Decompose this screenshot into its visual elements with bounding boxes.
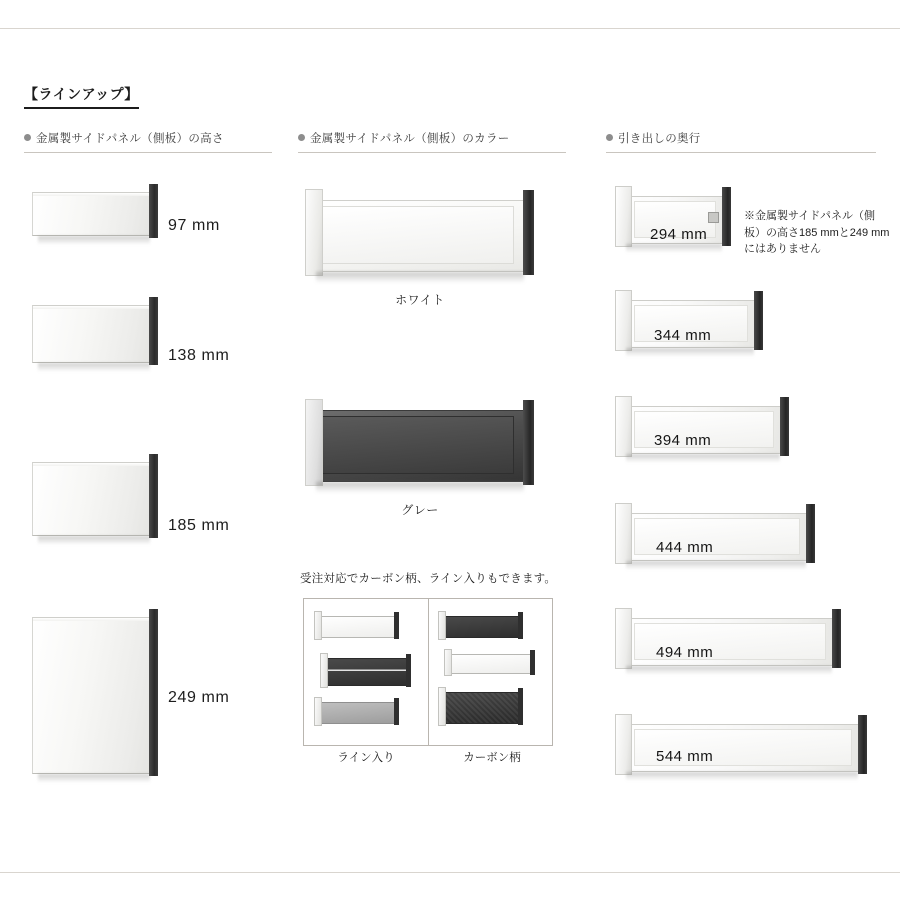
option-label-line: ライン入り [337, 752, 395, 764]
panel-height-illustration-249 [32, 617, 158, 774]
panel-shadow [626, 454, 780, 463]
panel-shadow [626, 244, 722, 253]
bullet-icon [298, 134, 305, 141]
panel-rail [523, 190, 534, 275]
panel-inner [322, 206, 514, 264]
panel-body [446, 654, 534, 674]
panel-shadow [626, 561, 806, 570]
panel-front [615, 186, 632, 247]
panel-height-illustration-185 [32, 462, 158, 536]
panel-rail [149, 454, 158, 538]
panel-shadow [38, 363, 150, 372]
panel-shadow [626, 348, 754, 357]
panel-height-label-249: 249 mm [168, 689, 230, 706]
panel-color-illustration-white [308, 200, 534, 272]
depth-note: ※金属製サイドパネル（側板）の高さ185 mmと249 mmにはありません [744, 210, 890, 255]
panel-top-edge [33, 618, 158, 621]
panel-front [444, 649, 452, 676]
panel-front [305, 399, 323, 486]
depth-illustration-494 [618, 618, 840, 666]
panel-top-edge [33, 306, 158, 309]
depth-label-294: 294 mm [650, 226, 708, 243]
column-heading-height [24, 130, 272, 153]
panel-front [438, 611, 446, 640]
column-heading-height-label: 金属製サイドパネル（側板）の高さ [36, 133, 224, 145]
panel-body [316, 702, 398, 724]
panel-body [32, 462, 158, 536]
column-heading-color [298, 130, 566, 153]
panel-front [615, 290, 632, 351]
panel-rail [523, 400, 534, 485]
panel-front [615, 714, 632, 775]
option-label-carbon: カーボン柄 [463, 752, 521, 764]
panel-rail [406, 654, 411, 687]
panel-inner [322, 416, 514, 474]
panel-shadow [316, 482, 524, 493]
panel-height-label-138: 138 mm [168, 347, 230, 364]
panel-shadow [626, 666, 832, 675]
panel-front [314, 611, 322, 640]
panel-rail [394, 698, 399, 725]
panel-rail [149, 609, 158, 776]
panel-height-label-97: 97 mm [168, 217, 220, 234]
panel-rail [394, 612, 399, 639]
panel-shadow [316, 272, 524, 283]
panel-rail [780, 397, 789, 456]
panel-shadow [38, 536, 150, 545]
column-heading-color-label: 金属製サイドパネル（側板）のカラー [310, 133, 510, 145]
option-mini-drawer-top-right [440, 616, 522, 638]
page-title: 【ラインアップ】 [24, 84, 139, 109]
column-heading-depth [606, 130, 876, 153]
panel-front [314, 697, 322, 726]
depth-label-394: 394 mm [654, 432, 712, 449]
panel-front [615, 608, 632, 669]
panel-body [32, 305, 158, 363]
panel-color-illustration-gray [308, 410, 534, 482]
panel-body [440, 616, 522, 638]
panel-height-illustration-97 [32, 192, 158, 236]
panel-rail [722, 187, 731, 246]
panel-body [440, 692, 522, 724]
panel-color-label-white: ホワイト [395, 293, 445, 307]
column-heading-depth-label: 引き出しの奥行 [618, 133, 701, 145]
panel-front [305, 189, 323, 276]
panel-front [320, 653, 328, 688]
panel-rail [149, 184, 158, 238]
option-mini-drawer-bottom-left [316, 702, 398, 724]
panel-rail [806, 504, 815, 563]
depth-label-444: 444 mm [656, 539, 714, 556]
panel-shadow [626, 772, 858, 781]
panel-height-label-185: 185 mm [168, 517, 230, 534]
bullet-icon [606, 134, 613, 141]
option-mini-drawer-mid-left [322, 658, 410, 686]
panel-rail [149, 297, 158, 365]
panel-front [615, 503, 632, 564]
panel-rail [754, 291, 763, 350]
panel-shadow [38, 236, 150, 245]
panel-body [32, 192, 158, 236]
panel-body [316, 616, 398, 638]
panel-shadow [38, 774, 150, 783]
panel-top-edge [33, 193, 158, 196]
panel-front [438, 687, 446, 726]
depth-swatch-mark [708, 212, 719, 223]
option-mini-drawer-bottom-right [440, 692, 522, 724]
panel-top-edge [33, 463, 158, 466]
depth-label-494: 494 mm [656, 644, 714, 661]
depth-label-344: 344 mm [654, 327, 712, 344]
panel-front [615, 396, 632, 457]
depth-label-544: 544 mm [656, 748, 714, 765]
panel-body [32, 617, 158, 774]
panel-rail [518, 688, 523, 725]
bottom-divider [0, 872, 900, 873]
option-box-divider [428, 598, 429, 746]
panel-rail [832, 609, 841, 668]
panel-color-label-gray: グレー [401, 503, 439, 517]
option-note: 受注対応でカーボン柄、ライン入りもできます。 [300, 573, 557, 585]
panel-rail [518, 612, 523, 639]
top-divider [0, 28, 900, 29]
panel-rail [530, 650, 535, 675]
option-mini-drawer-mid-right [446, 654, 534, 674]
panel-body [322, 658, 410, 686]
bullet-icon [24, 134, 31, 141]
panel-rail [858, 715, 867, 774]
panel-height-illustration-138 [32, 305, 158, 363]
depth-illustration-444 [618, 513, 814, 561]
option-mini-drawer-top-left [316, 616, 398, 638]
